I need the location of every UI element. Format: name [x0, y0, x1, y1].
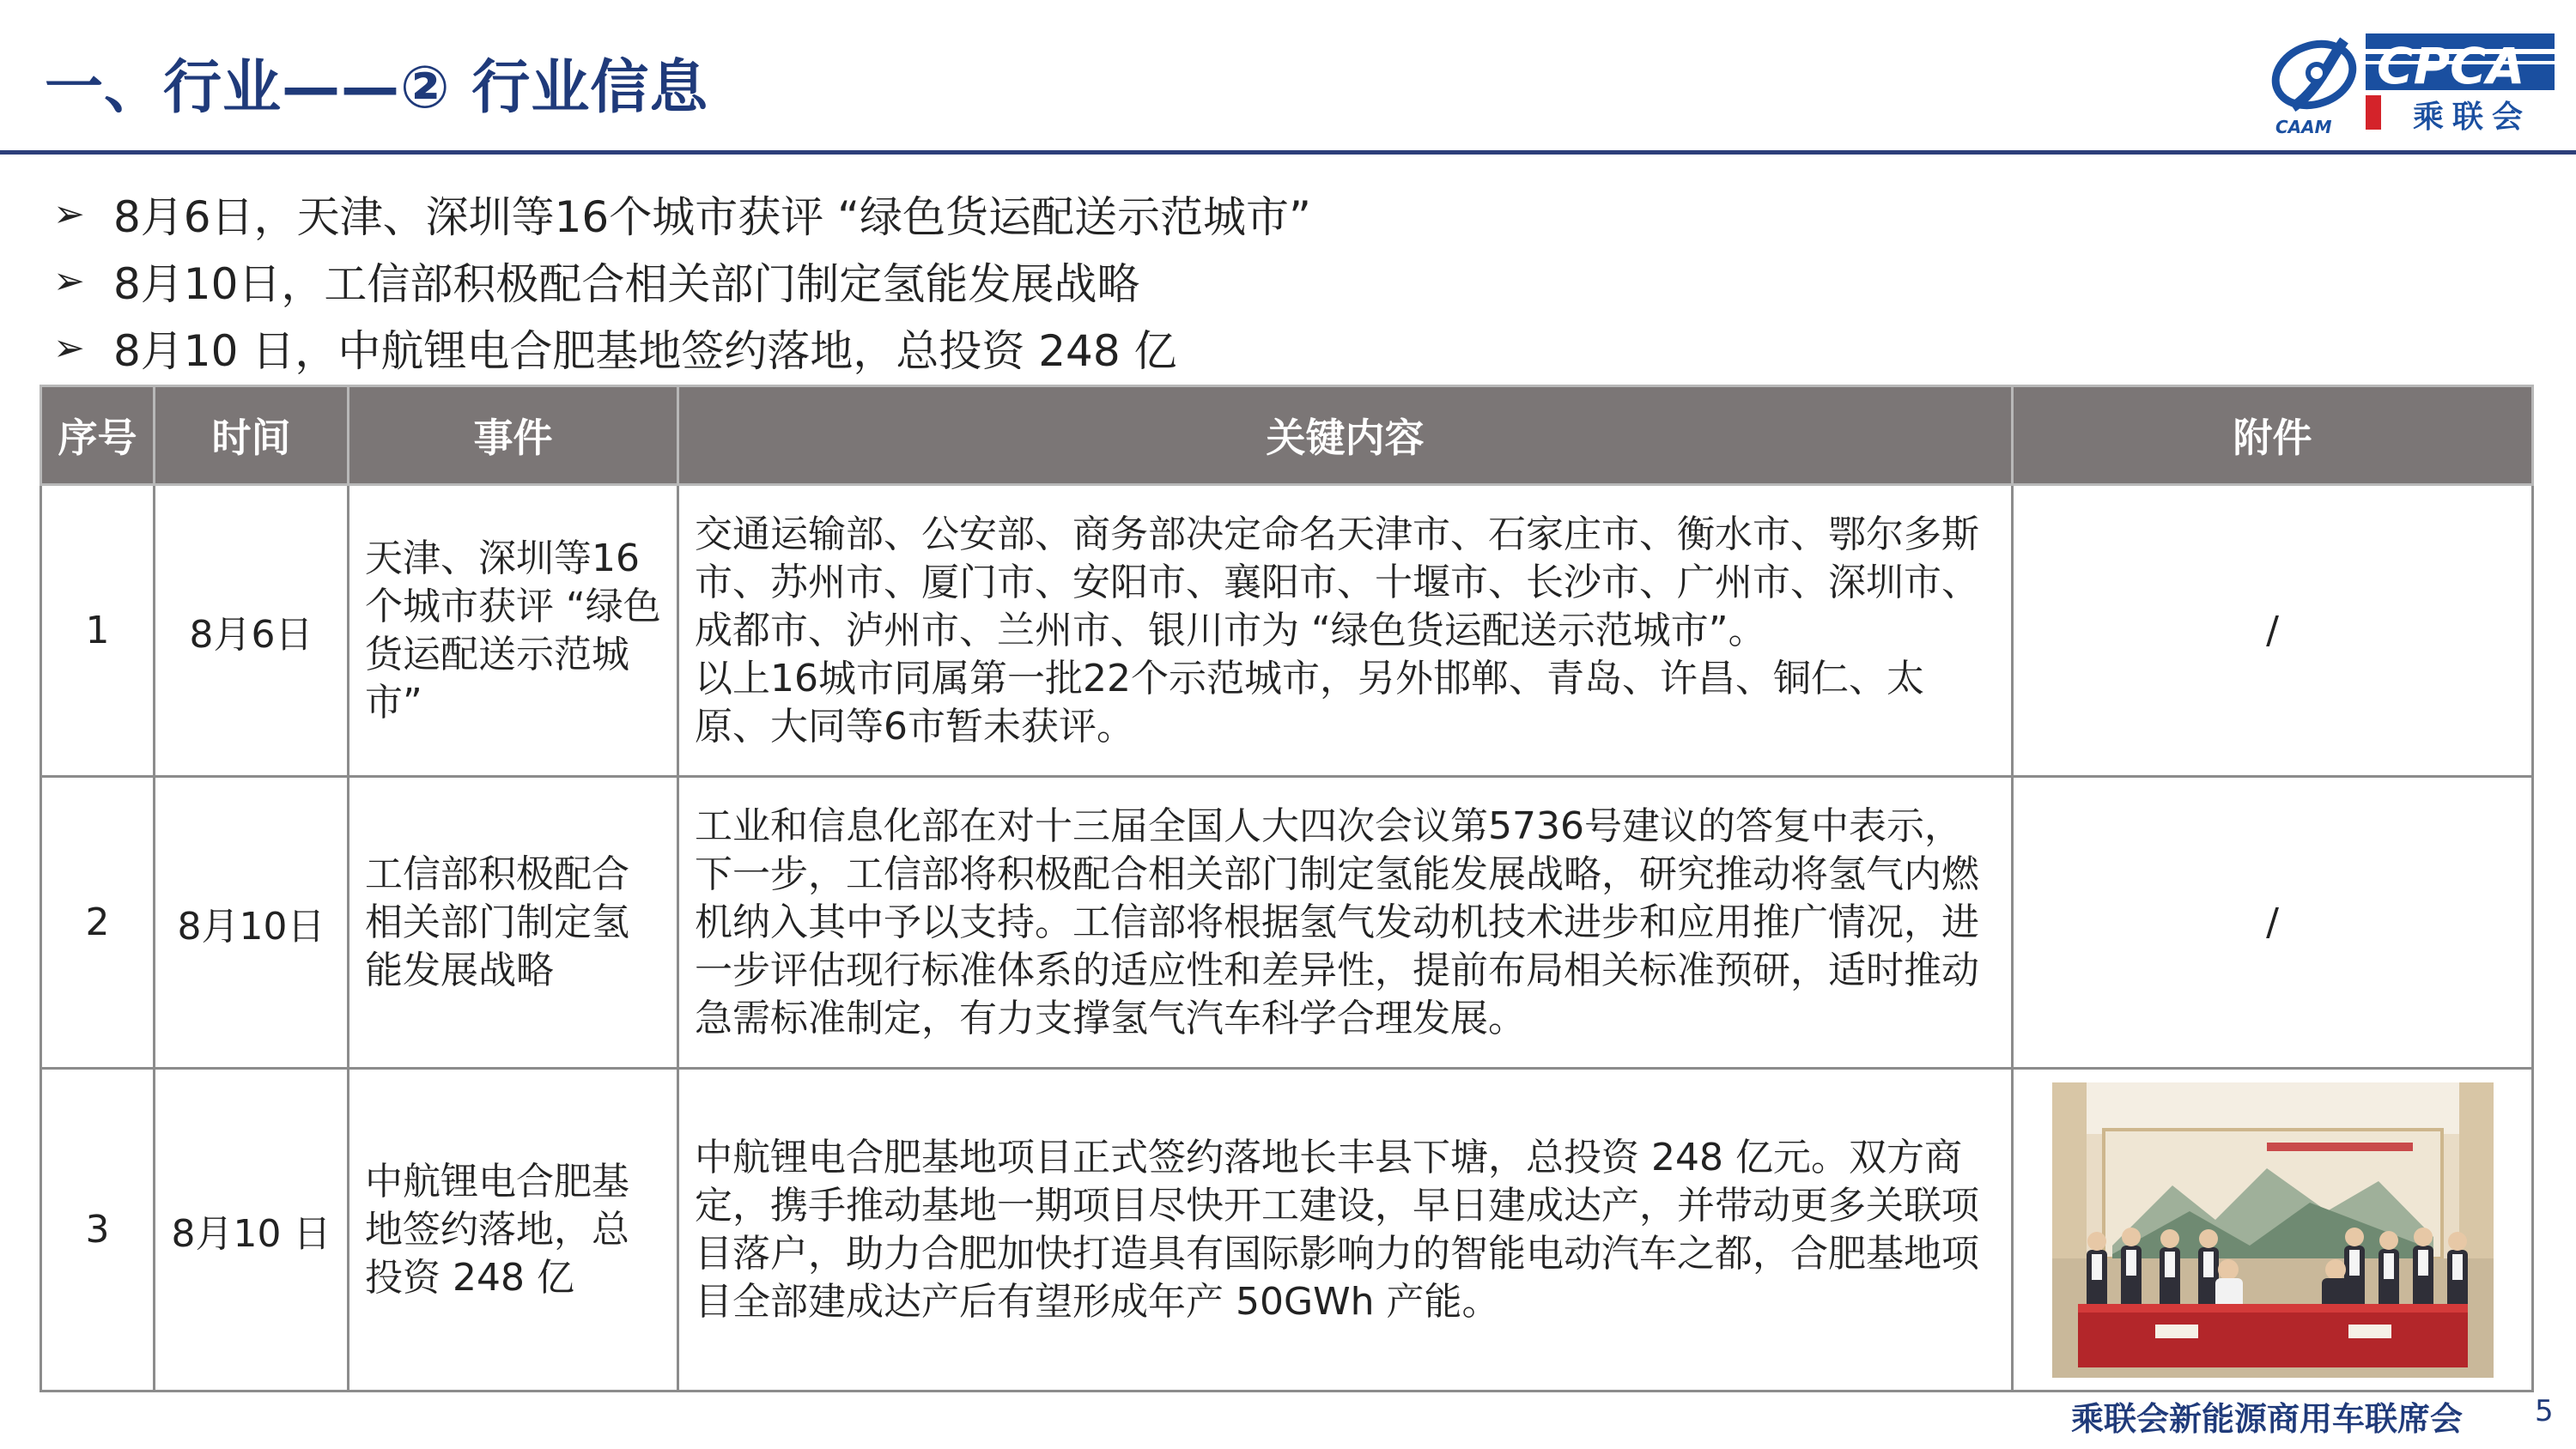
- row-content: [678, 777, 2013, 1069]
- signing-ceremony-photo: [2052, 1082, 2494, 1378]
- cpca-wordmark: [2366, 33, 2555, 95]
- bullet-item: [53, 247, 1311, 314]
- table-header-row: [41, 386, 2533, 485]
- bullet-text: 8月6日，天津、深圳等16个城市获评 “绿色货运配送示范城市”: [113, 192, 1311, 242]
- row-date: 8月10 日: [155, 1069, 349, 1391]
- cpca-cn-text: 乘联会: [2413, 100, 2532, 135]
- row-event: 中航锂电合肥基地签约落地，总投资 248 亿: [349, 1069, 678, 1391]
- row-content: [678, 485, 2013, 777]
- bullet-text: 8月10 日，中航锂电合肥基地签约落地，总投资 248 亿: [113, 326, 1177, 376]
- header-date: 时间: [155, 386, 349, 485]
- header-event: 事件: [349, 386, 678, 485]
- table-row: [41, 777, 2533, 1069]
- row-attachment: /: [2013, 485, 2533, 777]
- caam-text: CAAM: [2275, 117, 2332, 137]
- arrow-bullet-icon: ➢: [53, 325, 85, 370]
- row-no: 3: [41, 1069, 155, 1391]
- arrow-bullet-icon: ➢: [53, 191, 85, 236]
- arrow-bullet-icon: ➢: [53, 258, 85, 303]
- table-row: [41, 485, 2533, 777]
- row-event: 天津、深圳等16个城市获评 “绿色货运配送示范城市”: [349, 485, 678, 777]
- events-table: [39, 385, 2534, 1392]
- row-date: 8月6日: [155, 485, 349, 777]
- row-attachment: [2013, 1069, 2533, 1391]
- table-row: [41, 1069, 2533, 1391]
- header-key-content: 关键内容: [678, 386, 2013, 485]
- bullet-item: [53, 314, 1311, 381]
- header-no: 序号: [41, 386, 155, 485]
- header-attachment: 附件: [2013, 386, 2533, 485]
- bullet-text: 8月10日，工信部积极配合相关部门制定氢能发展战略: [113, 259, 1140, 309]
- content-paragraph: 以上16城市同属第一批22个示范城市，另外邯郸、青岛、许昌、铜仁、太原、大同等6市暂未获评。: [695, 656, 1924, 749]
- row-attachment: /: [2013, 777, 2533, 1069]
- row-no: 2: [41, 777, 155, 1069]
- content-paragraph: 中航锂电合肥基地项目正式签约落地长丰县下塘，总投资 248 亿元。双方商定，携手推动基地一期项目尽快开工建设，早日建成达产，并带动更多关联项目落户，助力合肥加快打造具有国际影响力的智能电动汽车之都，合肥基地项目全部建成达产后有望形成年产 50GWh 产能。: [695, 1135, 1979, 1324]
- row-content: [678, 1069, 2013, 1391]
- title-rule: [0, 150, 2576, 155]
- footer-org: 乘联会新能源商用车联席会: [2071, 1400, 2464, 1438]
- content-paragraph: 交通运输部、公安部、商务部决定命名天津市、石家庄市、衡水市、鄂尔多斯市、苏州市、厦门市、安阳市、襄阳市、十堰市、长沙市、广州市、深圳市、成都市、泸州市、兰州市、银川市为 “绿色货运配送示范城市”。: [695, 512, 1979, 652]
- row-event: 工信部积极配合相关部门制定氢能发展战略: [349, 777, 678, 1069]
- row-date: 8月10日: [155, 777, 349, 1069]
- bullet-list: [53, 180, 1311, 381]
- page-number: 5: [2535, 1394, 2554, 1428]
- row-no: 1: [41, 485, 155, 777]
- logo-red-bar: [2366, 95, 2381, 130]
- svg-text:CPCA: CPCA: [2377, 37, 2525, 95]
- content-paragraph: 工业和信息化部在对十三届全国人大四次会议第5736号建议的答复中表示，下一步，工信部将积极配合相关部门制定氢能发展战略，研究推动将氢气内燃机纳入其中予以支持。工信部将根据氢气发动机技术进步和应用推广情况，进一步评估现行标准体系的适应性和差异性，提前布局相关标准预研，适时推动急需标准制定，有力支撑氢气汽车科学合理发展。: [695, 803, 1979, 1040]
- cpca-logo: [2267, 30, 2559, 137]
- page-title: 一、行业——② 行业信息: [45, 54, 709, 122]
- bullet-item: [53, 180, 1311, 247]
- caam-emblem-icon: [2267, 33, 2361, 137]
